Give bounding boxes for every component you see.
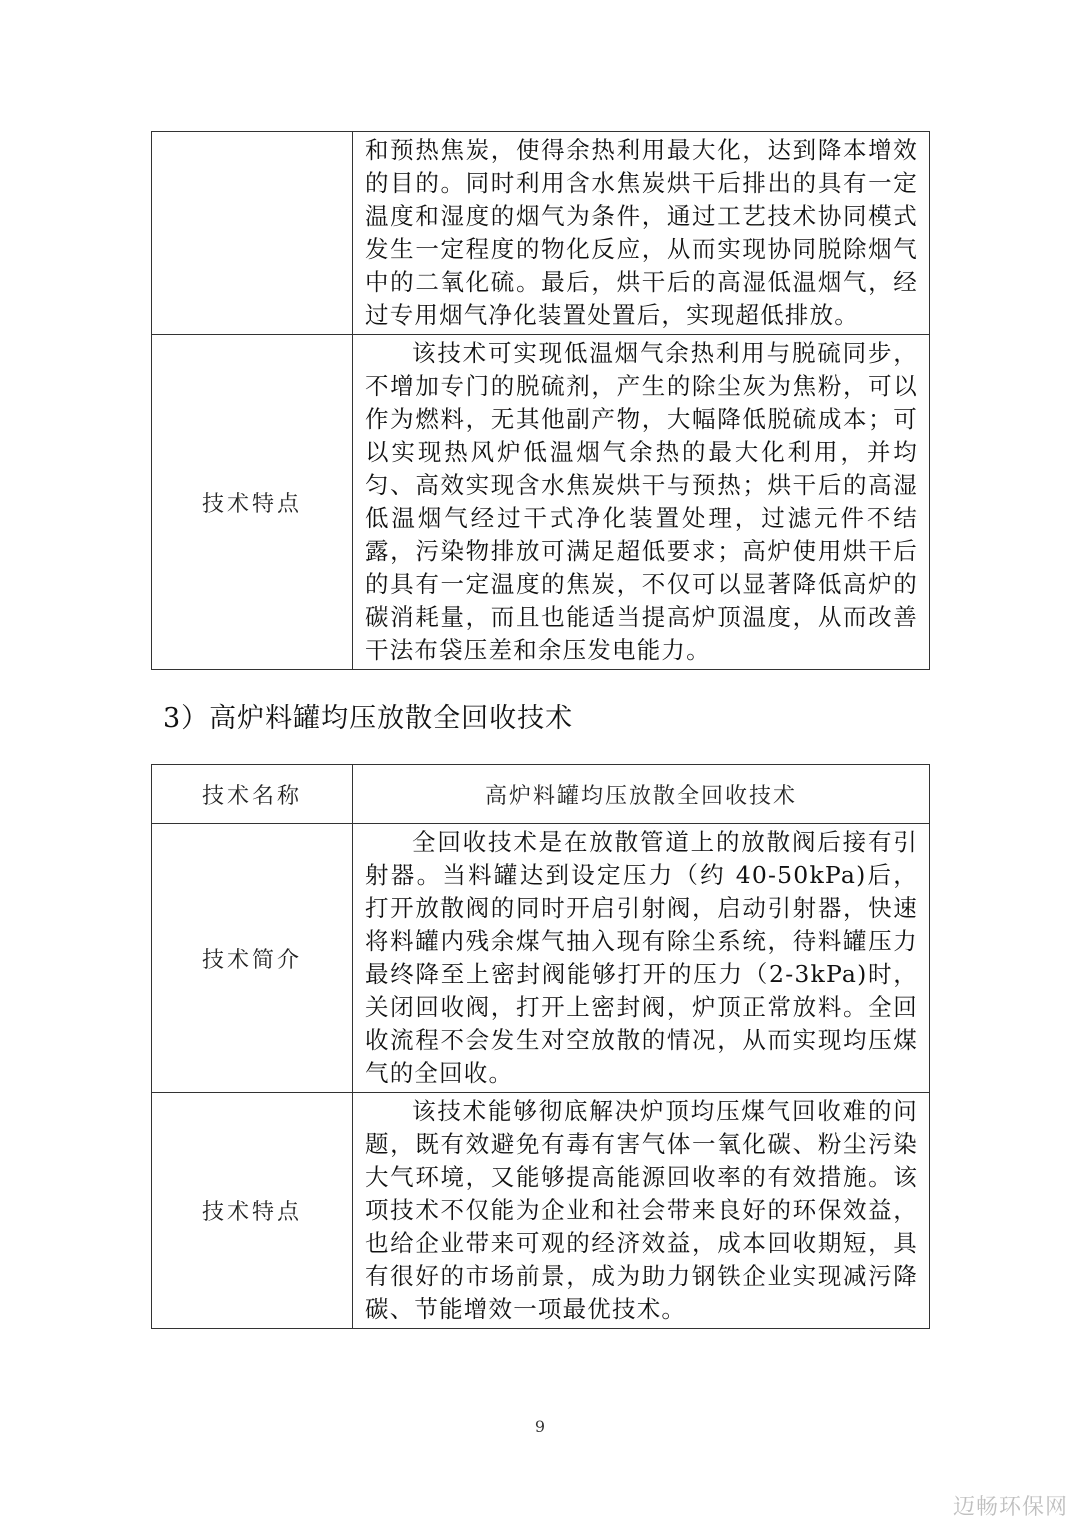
row-content [353, 824, 930, 1093]
row-content [353, 1093, 930, 1329]
section-heading: 3）高炉料罐均压放散全回收技术 [163, 703, 574, 734]
row-label-tech-name: 技术名称 [152, 765, 353, 824]
technology-table-continued [151, 131, 930, 670]
table-row [152, 132, 930, 335]
row-label-empty [152, 132, 353, 335]
tech-name-value: 高炉料罐均压放散全回收技术 [353, 765, 930, 824]
row-content [353, 132, 930, 335]
tech-intro-text: 全回收技术是在放散管道上的放散阀后接有引射器。当料罐达到设定压力（约 40-50kPa)后，打开放散阀的同时开启引射阀，启动引射器，快速将料罐内残余煤气抽入现有除尘系统，待料罐压力最终降至上密封阀能够打开的压力（2-3kPa)时，关闭回收阀，打开上密封阀，炉顶正常放料。全回收流程不会发生对空放散的情况，从而实现均压煤气的全回收。 [365, 828, 918, 1087]
site-watermark: 迈畅环保网 [952, 1495, 1068, 1520]
table-row [152, 824, 930, 1093]
tech-features-text: 该技术能够彻底解决炉顶均压煤气回收难的问题，既有效避免有毒有害气体一氧化碳、粉尘污染大气环境，又能够提高能源回收率的有效措施。该项技术不仅能为企业和社会带来良好的环保效益，也给企业带来可观的经济效益，成本回收期短，具有很好的市场前景，成为助力钢铁企业实现减污降碳、节能增效一项最优技术。 [365, 1097, 918, 1323]
tech-features-text: 该技术可实现低温烟气余热利用与脱硫同步，不增加专门的脱硫剂，产生的除尘灰为焦粉，可以作为燃料，无其他副产物，大幅降低脱硫成本；可以实现热风炉低温烟气余热的最大化利用，并均匀、高效实现含水焦炭烘干与预热；烘干后的高湿低温烟气经过干式净化装置处理，过滤元件不结露，污染物排放可满足超低要求；高炉使用烘干后的具有一定温度的焦炭，不仅可以显著降低高炉的碳消耗量，而且也能适当提高炉顶温度，从而改善干法布袋压差和余压发电能力。 [365, 339, 918, 664]
table-row [152, 765, 930, 824]
table-row [152, 335, 930, 670]
continued-description-text: 和预热焦炭，使得余热利用最大化，达到降本增效的目的。同时利用含水焦炭烘干后排出的具有一定温度和湿度的烟气为条件，通过工艺技术协同模式发生一定程度的物化反应，从而实现协同脱除烟气中的二氧化硫。最后，烘干后的高湿低温烟气，经过专用烟气净化装置处置后，实现超低排放。 [365, 136, 918, 329]
row-label-tech-features: 技术特点 [152, 1093, 353, 1329]
table-row [152, 1093, 930, 1329]
row-label-tech-intro: 技术简介 [152, 824, 353, 1093]
technology-table [151, 764, 930, 1329]
row-label-tech-features: 技术特点 [152, 335, 353, 670]
page-number: 9 [534, 1417, 546, 1436]
row-content [353, 335, 930, 670]
